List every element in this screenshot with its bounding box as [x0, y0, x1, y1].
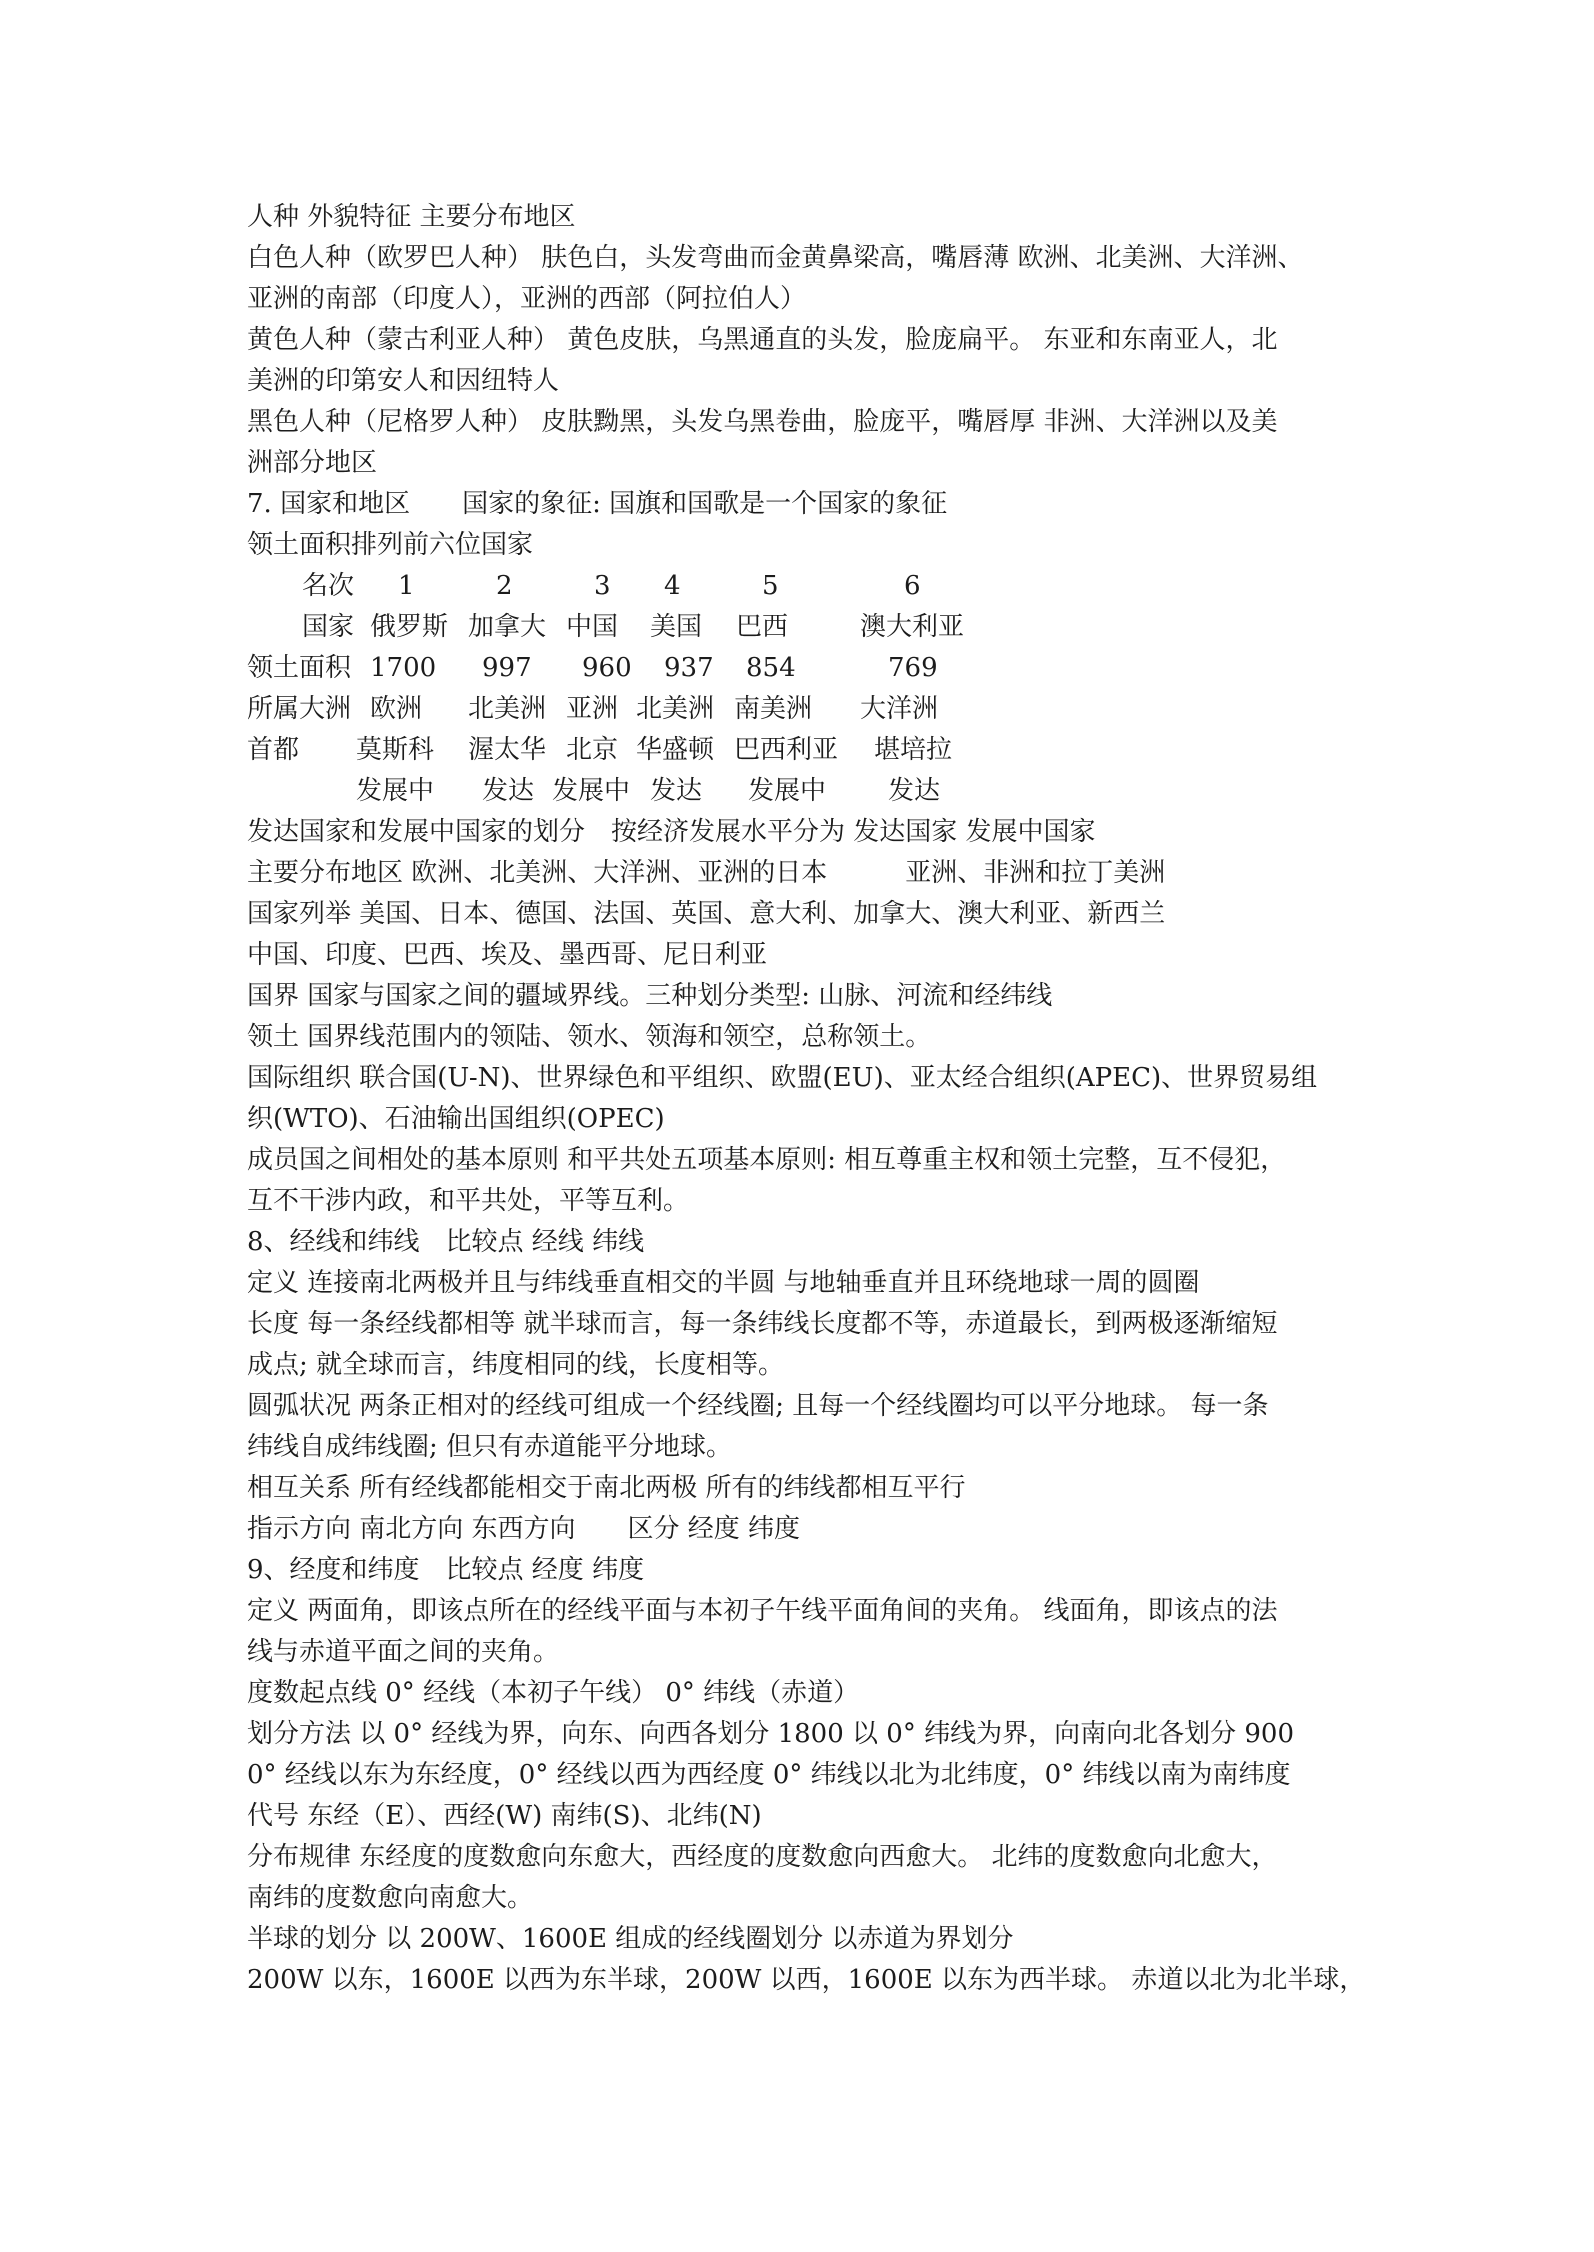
text-line: 领土面积排列前六位国家: [247, 530, 534, 560]
section-heading: 7. 国家和地区 国家的象征: 国旗和国歌是一个国家的象征: [247, 489, 948, 519]
text-line: 黑色人种（尼格罗人种） 皮肤黝黑，头发乌黑卷曲，脸庞平，嘴唇厚 非洲、大洋洲以及美: [247, 407, 1278, 437]
table-cell: 发展中: [552, 776, 631, 806]
table-cell: 3: [594, 571, 611, 601]
table-cell: 960: [582, 653, 632, 683]
table-cell: 发达: [650, 776, 703, 806]
table-cell: 亚洲: [566, 694, 619, 724]
table-cell: 领土面积: [247, 653, 352, 683]
table-cell: 首都: [247, 735, 300, 765]
table-cell: 6: [904, 571, 921, 601]
text-line: 主要分布地区 欧洲、北美洲、大洋洲、亚洲的日本 亚洲、非洲和拉丁美洲: [247, 858, 1166, 888]
text-line: 国际组织 联合国(U-N)、世界绿色和平组织、欧盟(EU)、亚太经合组织(APEC)、世界贸易组: [247, 1063, 1318, 1093]
table-cell: 发达: [888, 776, 941, 806]
text-line: 人种 外貌特征 主要分布地区: [247, 202, 576, 232]
text-line: 定义 两面角，即该点所在的经线平面与本初子午线平面角间的夹角。 线面角，即该点的法: [247, 1596, 1278, 1626]
text-line: 发达国家和发展中国家的划分 按经济发展水平分为 发达国家 发展中国家: [247, 817, 1096, 847]
table-cell: 发展中: [356, 776, 435, 806]
text-line: 亚洲的南部（印度人），亚洲的西部（阿拉伯人）: [247, 284, 807, 314]
text-line: 黄色人种（蒙古利亚人种） 黄色皮肤，乌黑通直的头发，脸庞扁平。 东亚和东南亚人，北: [247, 325, 1278, 355]
table-cell: 大洋洲: [860, 694, 939, 724]
table-cell: 巴西: [736, 612, 789, 642]
table-cell: 华盛顿: [636, 735, 715, 765]
text-line: 洲部分地区: [247, 448, 378, 478]
table-cell: 854: [746, 653, 796, 683]
table-cell: 4: [664, 571, 681, 601]
text-line: 国家列举 美国、日本、德国、法国、英国、意大利、加拿大、澳大利亚、新西兰: [247, 899, 1166, 929]
text-line: 划分方法 以 0° 经线为界，向东、向西各划分 1800 以 0° 纬线为界，向南向北各划分 900: [247, 1719, 1294, 1749]
text-line: 0° 经线以东为东经度，0° 经线以西为西经度 0° 纬线以北为北纬度，0° 纬线以南为南纬度: [247, 1760, 1291, 1790]
table-cell: 加拿大: [468, 612, 547, 642]
text-line: 相互关系 所有经线都能相交于南北两极 所有的纬线都相互平行: [247, 1473, 966, 1503]
text-line: 成员国之间相处的基本原则 和平共处五项基本原则: 相互尊重主权和领土完整，互不侵犯，: [247, 1145, 1287, 1175]
section-heading: 9、经度和纬度 比较点 经度 纬度: [247, 1555, 645, 1585]
table-cell: 名次: [302, 571, 355, 601]
text-line: 长度 每一条经线都相等 就半球而言，每一条纬线长度都不等，赤道最长，到两极逐渐缩短: [247, 1309, 1278, 1339]
table-cell: 北美洲: [636, 694, 715, 724]
table-cell: 北美洲: [468, 694, 547, 724]
text-line: 白色人种（欧罗巴人种） 肤色白，头发弯曲而金黄鼻梁高，嘴唇薄 欧洲、北美洲、大洋洲、: [247, 243, 1304, 273]
text-line: 成点; 就全球而言，纬度相同的线，长度相等。: [247, 1350, 785, 1380]
table-cell: 所属大洲: [247, 694, 352, 724]
section-heading: 8、经线和纬线 比较点 经线 纬线: [247, 1227, 645, 1257]
text-line: 分布规律 东经度的度数愈向东愈大，西经度的度数愈向西愈大。 北纬的度数愈向北愈大，: [247, 1842, 1278, 1872]
text-line: 织(WTO)、石油输出国组织(OPEC): [247, 1104, 665, 1134]
text-line: 领土 国界线范围内的领陆、领水、领海和领空，总称领土。: [247, 1022, 932, 1052]
text-line: 代号 东经（E）、西经(W) 南纬(S)、北纬(N): [247, 1801, 762, 1831]
text-line: 互不干涉内政，和平共处，平等互利。: [247, 1186, 690, 1216]
table-cell: 美国: [650, 612, 703, 642]
table-cell: 769: [888, 653, 938, 683]
text-line: 中国、印度、巴西、埃及、墨西哥、尼日利亚: [247, 940, 768, 970]
table-cell: 俄罗斯: [370, 612, 449, 642]
table-cell: 997: [482, 653, 532, 683]
table-cell: 5: [762, 571, 779, 601]
text-line: 美洲的印第安人和因纽特人: [247, 366, 560, 396]
text-line: 圆弧状况 两条正相对的经线可组成一个经线圈; 且每一个经线圈均可以平分地球。 每一条: [247, 1391, 1269, 1421]
table-cell: 澳大利亚: [860, 612, 965, 642]
table-cell: 国家: [302, 612, 355, 642]
table-cell: 北京: [566, 735, 619, 765]
text-line: 定义 连接南北两极并且与纬线垂直相交的半圆 与地轴垂直并且环绕地球一周的圆圈: [247, 1268, 1200, 1298]
table-cell: 堪培拉: [874, 735, 953, 765]
table-cell: 937: [664, 653, 714, 683]
text-line: 国界 国家与国家之间的疆域界线。三种划分类型: 山脉、河流和经纬线: [247, 981, 1053, 1011]
table-cell: 1700: [370, 653, 437, 683]
text-line: 南纬的度数愈向南愈大。: [247, 1883, 534, 1913]
table-cell: 发达: [482, 776, 535, 806]
table-cell: 中国: [566, 612, 619, 642]
table-cell: 渥太华: [468, 735, 547, 765]
text-line: 指示方向 南北方向 东西方向 区分 经度 纬度: [247, 1514, 801, 1544]
text-line: 纬线自成纬线圈; 但只有赤道能平分地球。: [247, 1432, 733, 1462]
table-cell: 2: [496, 571, 513, 601]
table-cell: 欧洲: [370, 694, 423, 724]
text-line: 半球的划分 以 200W、1600E 组成的经线圈划分 以赤道为界划分: [247, 1924, 1014, 1954]
table-cell: 南美洲: [734, 694, 813, 724]
table-cell: 发展中: [748, 776, 827, 806]
text-line: 线与赤道平面之间的夹角。: [247, 1637, 560, 1667]
text-line: 度数起点线 0° 经线（本初子午线） 0° 纬线（赤道）: [247, 1678, 860, 1708]
table-cell: 1: [398, 571, 415, 601]
table-cell: 莫斯科: [356, 735, 435, 765]
text-line: 200W 以东，1600E 以西为东半球，200W 以西，1600E 以东为西半球。 赤道以北为北半球，: [247, 1965, 1366, 1995]
table-cell: 巴西利亚: [734, 735, 839, 765]
